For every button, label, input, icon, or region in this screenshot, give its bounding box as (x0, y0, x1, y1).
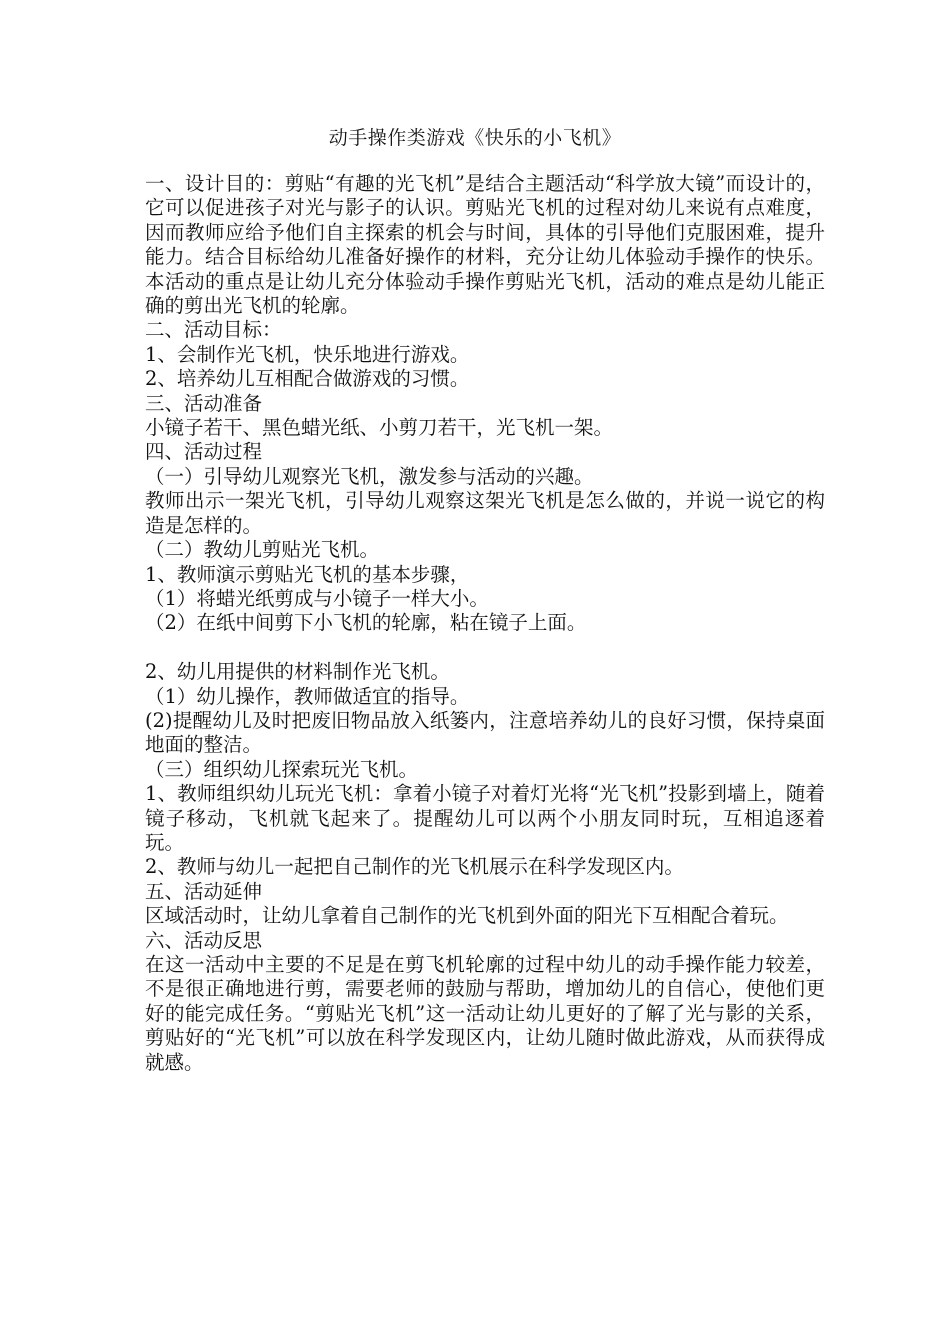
process-step-1-text: 教师出示一架光飞机，引导幼儿观察这架光飞机是怎么做的，并说一说它的构造是怎样的。 (145, 489, 825, 537)
process-step-3-heading: （三）组织幼儿探索玩光飞机。 (145, 757, 419, 781)
process-step-2-subitem-2: （2）在纸中间剪下小飞机的轮廓，粘在镜子上面。 (145, 611, 587, 635)
process-step-2-subitem-4: (2)提醒幼儿及时把废旧物品放入纸篓内，注意培养幼儿的良好习惯，保持桌面地面的整洁。 (145, 708, 825, 757)
document-title: 动手操作类游戏《快乐的小飞机》 (328, 127, 622, 149)
process-step-2-subitem-1: （1）将蜡光纸剪成与小镜子一样大小。 (145, 586, 489, 610)
process-step-2-item-1: 1、教师演示剪贴光飞机的基本步骤， (145, 562, 470, 586)
extension-text: 区域活动时，让幼儿拿着自己制作的光飞机到外面的阳光下互相配合着玩。 (145, 904, 789, 928)
section-heading-goals: 二、活动目标： (145, 318, 282, 342)
process-step-3-item-2: 2、教师与幼儿一起把自己制作的光飞机展示在科学发现区内。 (145, 855, 684, 879)
section-heading-reflection: 六、活动反思 (145, 928, 263, 952)
process-step-3-item-1: 1、教师组织幼儿玩光飞机：拿着小镜子对着灯光将“光飞机”投影到墙上，随着镜子移动，飞机就飞起来了。提醒幼儿可以两个小朋友同时玩，互相追逐着玩。 (145, 782, 825, 854)
goal-item-2: 2、培养幼儿互相配合做游戏的习惯。 (145, 367, 470, 391)
process-step-1-heading: （一）引导幼儿观察光飞机，激发参与活动的兴趣。 (145, 464, 594, 488)
section-heading-extension: 五、活动延伸 (145, 879, 263, 903)
section-heading-preparation: 三、活动准备 (145, 391, 263, 415)
process-step-2-heading: （二）教幼儿剪贴光飞机。 (145, 538, 380, 562)
section-heading-process: 四、活动过程 (145, 440, 263, 464)
section-design-purpose: 一、设计目的：剪贴“有趣的光飞机”是结合主题活动“科学放大镜”而设计的，它可以促进孩子对光与影子的认识。剪贴光飞机的过程对幼儿来说有点难度，因而教师应给予他们自主探索的机会与时间，具体的引导他们克服困难，提升能力。结合目标给幼儿准备好操作的材料，充分让幼儿体验动手操作的快乐。本活动的重点是让幼儿充分体验动手操作剪贴光飞机，活动的难点是幼儿能正确的剪出光飞机的轮廓。 (145, 172, 825, 318)
reflection-text: 在这一活动中主要的不足是在剪飞机轮廓的过程中幼儿的动手操作能力较差，不是很正确地进行剪，需要老师的鼓励与帮助，增加幼儿的自信心，使他们更好的能完成任务。“剪贴光飞机”这一活动让幼儿更好的了解了光与影的关系，剪贴好的“光飞机”可以放在科学发现区内，让幼儿随时做此游戏，从而获得成就感。 (145, 952, 825, 1074)
preparation-text: 小镜子若干、黑色蜡光纸、小剪刀若干，光飞机一架。 (145, 416, 614, 440)
document-body (145, 172, 825, 1075)
goal-item-1: 1、会制作光飞机，快乐地进行游戏。 (145, 342, 470, 366)
process-step-2-item-2: 2、幼儿用提供的材料制作光飞机。 (145, 660, 450, 684)
process-step-2-subitem-3: （1）幼儿操作，教师做适宜的指导。 (145, 684, 470, 708)
blank-line (145, 636, 825, 660)
